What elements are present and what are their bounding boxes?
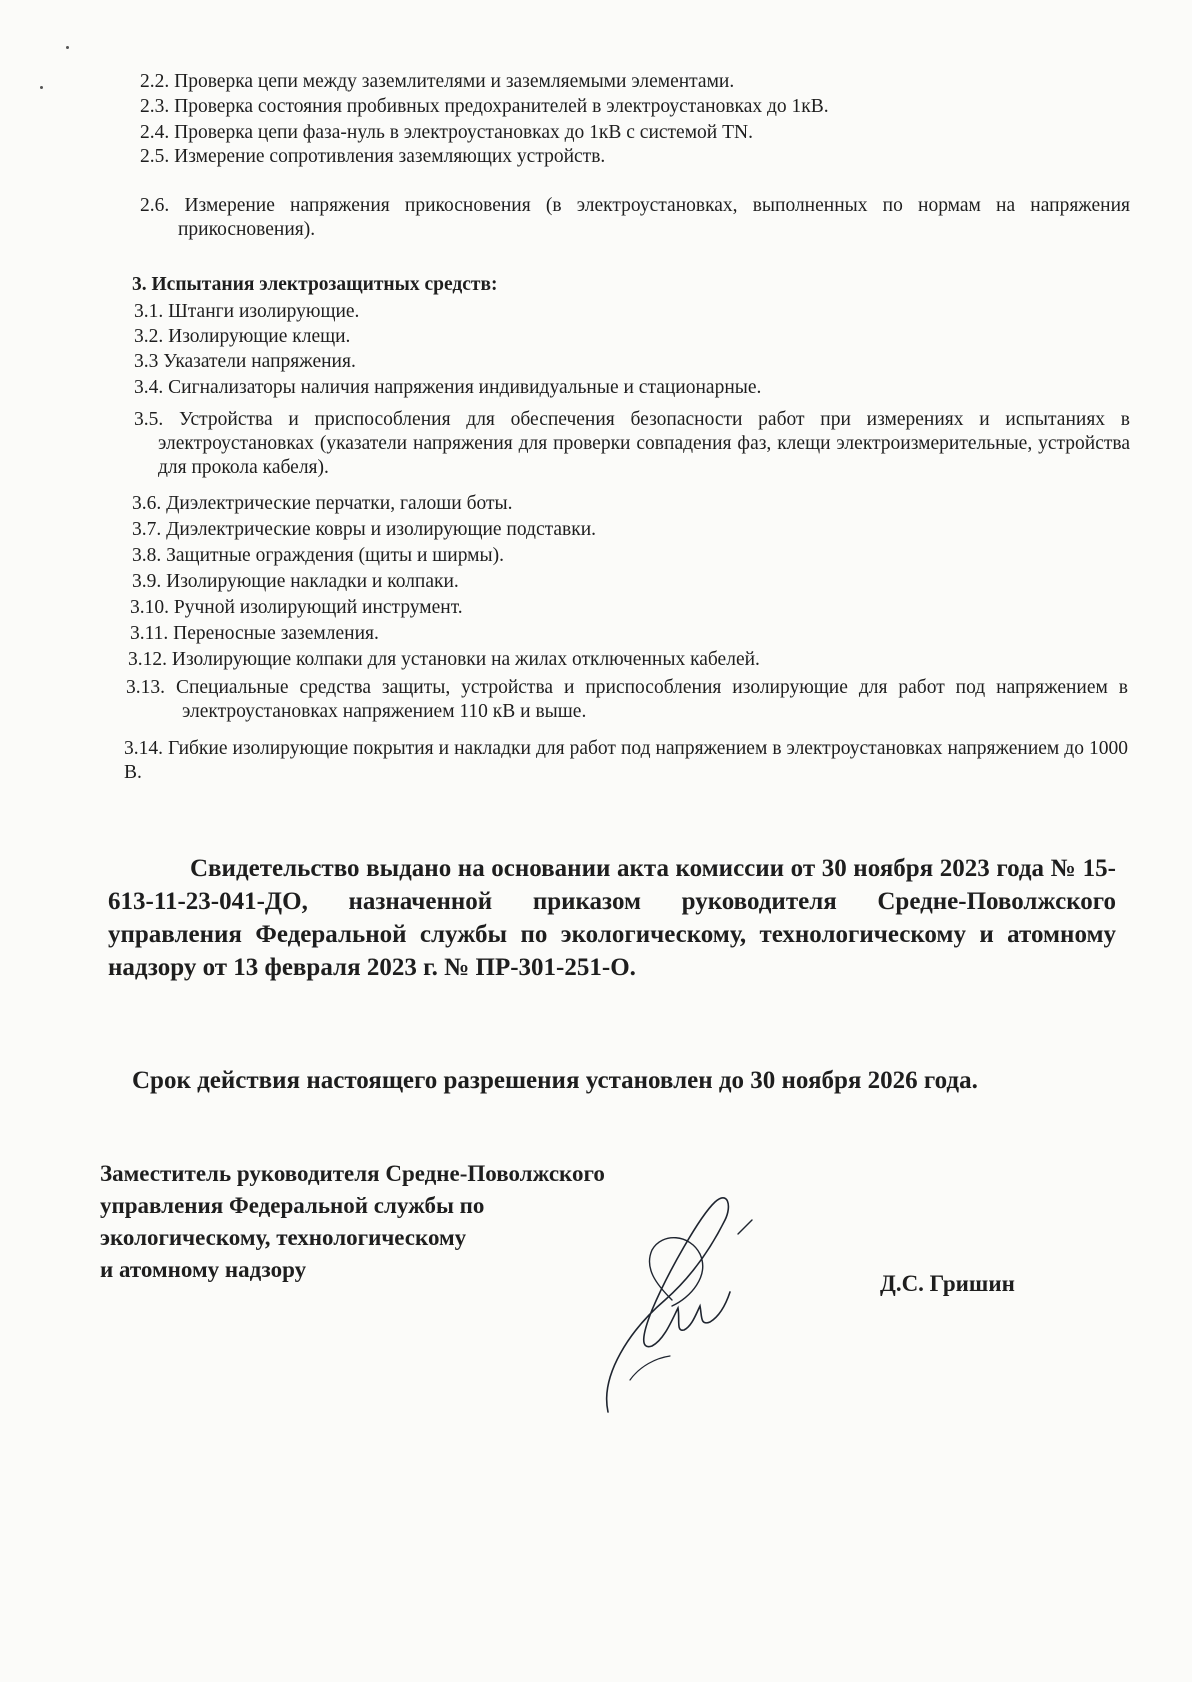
list-item: [140, 145, 605, 169]
signer-title-line: и атомному надзору: [100, 1257, 307, 1282]
item-text: Штанги изолирующие.: [168, 301, 360, 322]
list-item: [124, 737, 1128, 785]
list-item: [134, 300, 359, 324]
list-item: [134, 325, 350, 349]
item-text: Гибкие изолирующие покрытия и накладки для работ под напряжением в электроустановках напряжением до 1000 В.: [124, 738, 1129, 783]
list-item: [140, 194, 1130, 242]
item-text: Изолирующие клещи.: [168, 326, 351, 347]
item-number: 2.2.: [140, 71, 170, 92]
item-number: 3.1.: [134, 301, 164, 322]
list-item: [134, 376, 761, 400]
item-number: 3.6.: [132, 493, 162, 514]
item-number: 2.5.: [140, 146, 170, 167]
item-number: 3.13.: [126, 677, 165, 698]
item-number: 3.7.: [132, 519, 162, 540]
item-number: 3.5.: [134, 409, 164, 430]
item-number: 3.3: [134, 351, 159, 372]
item-text: Переносные заземления.: [173, 623, 379, 644]
basis-paragraph: Свидетельство выдано на основании акта комиссии от 30 ноября 2023 года № 15-613-11-23-041-ДО, назначенной приказом руководителя Средне-Поволжского управления Федеральной службы по экологическому, технологическому и атомному надзору от 13 февраля 2023 г. № ПР-301-251-О.: [108, 855, 1116, 981]
item-number: 3.10.: [130, 597, 169, 618]
signer-title-line: управления Федеральной службы по: [100, 1193, 485, 1218]
item-text: Ручной изолирующий инструмент.: [173, 597, 463, 618]
scan-speck: [40, 86, 43, 89]
item-number: 3.11.: [130, 623, 169, 644]
scan-speck: [66, 46, 69, 49]
signer-name: Д.С. Гришин: [880, 1271, 1015, 1296]
item-number: 3.8.: [132, 545, 162, 566]
list-item: [134, 350, 356, 374]
item-text: Защитные ограждения (щиты и ширмы).: [166, 545, 504, 566]
item-number: 3.14.: [124, 738, 163, 759]
signer-title-line: экологическому, технологическому: [100, 1225, 467, 1250]
validity-statement: Срок действия настоящего разрешения установлен до 30 ноября 2026 года.: [132, 1067, 978, 1094]
item-number: 3.2.: [134, 326, 164, 347]
item-number: 3.4.: [134, 377, 164, 398]
item-text: Изолирующие накладки и колпаки.: [166, 571, 459, 592]
item-text: Проверка цепи фаза-нуль в электроустановках до 1кВ с системой TN.: [174, 122, 753, 143]
list-item: [132, 570, 459, 594]
list-item: [126, 676, 1128, 724]
item-text: Диэлектрические ковры и изолирующие подставки.: [166, 519, 597, 540]
item-text: Диэлектрические перчатки, галоши боты.: [166, 493, 513, 514]
list-item: [130, 622, 379, 646]
list-item: [130, 596, 463, 620]
list-item: [132, 518, 596, 542]
list-item: [132, 492, 513, 516]
section-heading: 3. Испытания электрозащитных средств:: [132, 274, 498, 295]
handwritten-signature: [560, 1180, 800, 1420]
item-number: 3.9.: [132, 571, 162, 592]
item-number: 2.4.: [140, 122, 170, 143]
list-item: [132, 544, 504, 568]
list-item: [140, 121, 753, 145]
item-number: 3.12.: [128, 649, 167, 670]
list-item: [128, 648, 760, 672]
item-text: Устройства и приспособления для обеспечения безопасности работ при измерениях и испытаниях в электроустановках (указатели напряжения для проверки совпадения фаз, клещи электроизмерительные, устройства для прокола кабеля).: [158, 409, 1130, 478]
item-text: Сигнализаторы наличия напряжения индивидуальные и стационарные.: [168, 377, 762, 398]
item-text: Измерение напряжения прикосновения (в электроустановках, выполненных по нормам на напряжения прикосновения).: [178, 195, 1131, 240]
item-number: 2.3.: [140, 96, 170, 117]
list-item: [140, 95, 829, 119]
list-item: [140, 70, 734, 94]
item-text: Изолирующие колпаки для установки на жилах отключенных кабелей.: [171, 649, 760, 670]
list-item: [134, 408, 1130, 480]
item-number: 2.6.: [140, 195, 170, 216]
item-text: Проверка состояния пробивных предохранителей в электроустановках до 1кВ.: [174, 96, 829, 117]
item-text: Проверка цепи между заземлителями и заземляемыми элементами.: [174, 71, 735, 92]
item-text: Специальные средства защиты, устройства и приспособления изолирующие для работ под напряжением в электроустановках напряжением 110 кВ и выше.: [175, 677, 1129, 722]
item-text: Измерение сопротивления заземляющих устройств.: [174, 146, 606, 167]
item-text: Указатели напряжения.: [163, 351, 356, 372]
signer-title-line: Заместитель руководителя Средне-Поволжского: [100, 1161, 605, 1186]
